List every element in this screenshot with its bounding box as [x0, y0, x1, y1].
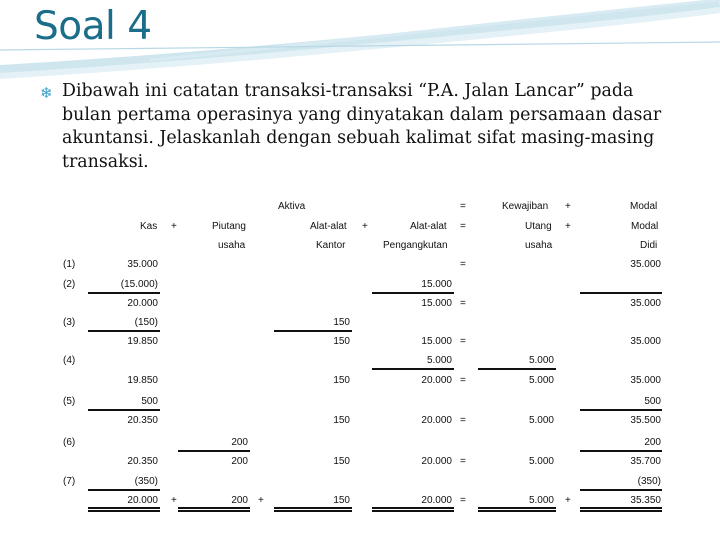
- cell-kas: (350): [134, 476, 158, 487]
- cell-kas: 20.350: [127, 415, 158, 426]
- col-alat-kantor-sub: Kantor: [316, 240, 346, 251]
- cell-alat-kantor: 150: [333, 375, 350, 386]
- cell-modal: 35.000: [630, 336, 661, 347]
- underline: [580, 292, 662, 294]
- col-utang: Utang: [525, 221, 552, 232]
- question-paragraph: [40, 80, 680, 174]
- header-plus: +: [171, 221, 177, 232]
- double-underline: [178, 510, 250, 512]
- cell-modal-total: 35.350: [630, 495, 661, 506]
- double-underline: [372, 507, 454, 509]
- underline: [88, 409, 160, 411]
- cell-modal: 35.000: [630, 375, 661, 386]
- double-underline: [178, 507, 250, 509]
- double-underline: [580, 510, 662, 512]
- header-aktiva: Aktiva: [278, 201, 306, 212]
- cell-utang: 5.000: [528, 415, 554, 426]
- cell-equals: =: [460, 415, 466, 426]
- cell-alat-kantor: 150: [333, 336, 350, 347]
- col-alat-pengangkutan-sub: Pengangkutan: [383, 240, 448, 251]
- cell-plus: +: [258, 495, 264, 506]
- header-equals: =: [460, 221, 466, 232]
- transaction-label: (1): [63, 259, 76, 270]
- col-alat-kantor: Alat-alat: [310, 221, 347, 232]
- header-plus: +: [362, 221, 368, 232]
- col-piutang-sub: usaha: [218, 240, 246, 251]
- cell-modal: 35.700: [630, 456, 661, 467]
- cell-modal: 200: [644, 437, 661, 448]
- cell-plus: +: [565, 495, 571, 506]
- cell-alat-pengangkutan: 20.000: [421, 415, 452, 426]
- cell-alat-pengangkutan: 15.000: [421, 279, 452, 290]
- cell-alat-kantor: 150: [333, 317, 350, 328]
- cell-equals: =: [460, 495, 466, 506]
- cell-kas-total: 20.000: [127, 495, 158, 506]
- cell-kas: 20.350: [127, 456, 158, 467]
- cell-alat-kantor: 150: [333, 415, 350, 426]
- header-kewajiban: Kewajiban: [502, 201, 549, 212]
- header-equals: =: [460, 201, 466, 212]
- cell-equals: =: [460, 259, 466, 270]
- cell-alat-kantor: 150: [333, 456, 350, 467]
- double-underline: [274, 510, 352, 512]
- underline: [88, 489, 160, 491]
- cell-kas: (150): [134, 317, 158, 328]
- double-underline: [580, 507, 662, 509]
- underline: [88, 292, 160, 294]
- double-underline: [88, 510, 160, 512]
- cell-equals: =: [460, 456, 466, 467]
- cell-modal: 500: [644, 396, 661, 407]
- cell-kas: 20.000: [127, 298, 158, 309]
- cell-kas: 35.000: [127, 259, 158, 270]
- cell-kas: 19.850: [127, 336, 158, 347]
- cell-kas: 19.850: [127, 375, 158, 386]
- cell-alat-pengangkutan: 5.000: [426, 355, 452, 366]
- underline: [178, 450, 250, 452]
- cell-modal: (350): [637, 476, 661, 487]
- cell-kas: 500: [141, 396, 158, 407]
- bullet-icon: ❄: [40, 84, 53, 102]
- transaction-label: (6): [63, 437, 76, 448]
- header-plus: +: [565, 221, 571, 232]
- col-utang-sub: usaha: [525, 240, 553, 251]
- underline: [88, 330, 160, 332]
- cell-plus: +: [171, 495, 177, 506]
- underline: [580, 450, 662, 452]
- question-text: Dibawah ini catatan transaksi-transaksi “P.A. Jalan Lancar” pada bulan pertama operasinya yang dinyatakan dalam persamaan dasar akuntansi. Jelaskanlah dengan sebuah kalimat sifat masing-masing transaksi.: [62, 81, 662, 172]
- cell-alat-pengangkutan: 15.000: [421, 336, 452, 347]
- cell-alat-pengangkutan: 15.000: [421, 298, 452, 309]
- double-underline: [372, 510, 454, 512]
- cell-utang: 5.000: [528, 456, 554, 467]
- col-alat-pengangkutan: Alat-alat: [410, 221, 447, 232]
- double-underline: [274, 507, 352, 509]
- cell-equals: =: [460, 336, 466, 347]
- transaction-label: (5): [63, 396, 76, 407]
- underline: [478, 368, 556, 370]
- cell-piutang: 200: [231, 437, 248, 448]
- underline: [580, 489, 662, 491]
- double-underline: [88, 507, 160, 509]
- cell-equals: =: [460, 298, 466, 309]
- cell-utang: 5.000: [528, 355, 554, 366]
- transaction-label: (3): [63, 317, 76, 328]
- underline: [372, 292, 454, 294]
- cell-piutang: 200: [231, 456, 248, 467]
- cell-alat-pengangkutan: 20.000: [421, 456, 452, 467]
- header-modal: Modal: [630, 201, 658, 212]
- header-plus: +: [565, 201, 571, 212]
- cell-alat-pengangkutan-total: 20.000: [421, 495, 452, 506]
- cell-utang-total: 5.000: [528, 495, 554, 506]
- transaction-label: (7): [63, 476, 76, 487]
- cell-kas: (15.000): [120, 279, 158, 290]
- col-piutang: Piutang: [212, 221, 246, 232]
- underline: [580, 409, 662, 411]
- col-modal-sub: Didi: [640, 240, 658, 251]
- transaction-label: (2): [63, 279, 76, 290]
- slide-title: Soal 4: [34, 4, 152, 49]
- col-modal: Modal: [631, 221, 659, 232]
- cell-equals: =: [460, 375, 466, 386]
- cell-alat-kantor-total: 150: [333, 495, 350, 506]
- cell-alat-pengangkutan: 20.000: [421, 375, 452, 386]
- double-underline: [478, 510, 556, 512]
- transaction-label: (4): [63, 355, 76, 366]
- cell-modal: 35.500: [630, 415, 661, 426]
- cell-modal: 35.000: [630, 259, 661, 270]
- accounting-equation-table: [60, 195, 660, 513]
- underline: [372, 368, 454, 370]
- double-underline: [478, 507, 556, 509]
- cell-piutang-total: 200: [231, 495, 248, 506]
- cell-modal: 35.000: [630, 298, 661, 309]
- underline: [274, 330, 352, 332]
- cell-utang: 5.000: [528, 375, 554, 386]
- col-kas: Kas: [140, 221, 158, 232]
- header-wave-line: [150, 0, 720, 60]
